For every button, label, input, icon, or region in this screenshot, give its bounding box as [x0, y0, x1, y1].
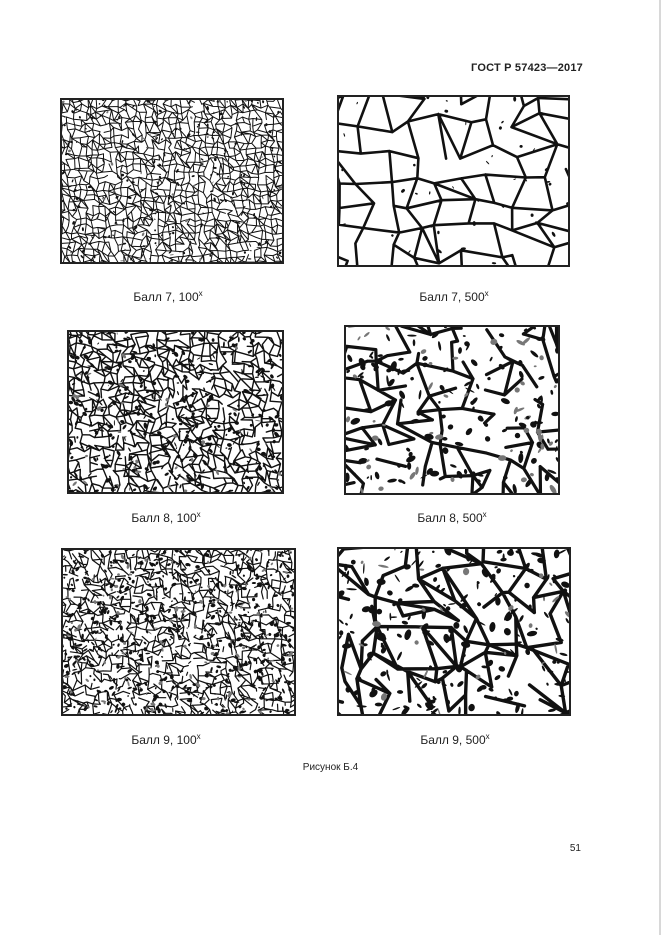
caption-grade-9-100x: Балл 9, 100$^x$ — [131, 732, 201, 747]
grain-boundaries — [339, 97, 568, 265]
caption-grade: Балл 9 — [420, 733, 459, 747]
grain-boundaries — [346, 327, 558, 493]
caption-magnification: 500 — [465, 733, 486, 747]
caption-superscript: x — [482, 510, 487, 519]
caption-grade: Балл 7 — [419, 290, 458, 304]
caption-superscript: x — [485, 732, 490, 741]
caption-grade-8-500x: Балл 8, 500$^x$ — [417, 510, 487, 525]
standard-number: ГОСТ Р 57423—2017 — [471, 62, 583, 74]
caption-superscript: x — [484, 289, 489, 298]
caption-grade: Балл 7 — [133, 290, 172, 304]
caption-grade: Балл 8 — [131, 511, 170, 525]
caption-magnification: 100 — [178, 290, 199, 304]
caption-superscript: x — [196, 732, 201, 741]
caption-superscript: x — [196, 510, 201, 519]
caption-grade-7-100x: Балл 7, 100$^x$ — [133, 289, 203, 304]
grain-boundaries — [62, 100, 282, 262]
micrograph-grade-9-500x — [337, 547, 571, 716]
caption-grade-9-500x: Балл 9, 500$^x$ — [420, 732, 490, 747]
micrograph-grade-7-500x — [337, 95, 570, 267]
micrograph-grade-8-100x — [67, 330, 284, 494]
caption-grade: Балл 8 — [417, 511, 456, 525]
caption-grade: Балл 9 — [131, 733, 170, 747]
micrograph-grade-7-100x — [60, 98, 284, 264]
caption-grade-7-500x: Балл 7, 500$^x$ — [419, 289, 489, 304]
figure-caption: Рисунок Б.4 — [302, 762, 359, 773]
micrograph-grade-8-500x — [344, 325, 560, 495]
page-number: 51 — [569, 843, 581, 854]
caption-magnification: 500 — [464, 290, 485, 304]
micrograph-grade-9-100x — [61, 548, 296, 716]
caption-magnification: 500 — [462, 511, 483, 525]
caption-superscript: x — [198, 289, 203, 298]
caption-magnification: 100 — [176, 511, 197, 525]
caption-grade-8-100x: Балл 8, 100$^x$ — [131, 510, 201, 525]
caption-magnification: 100 — [176, 733, 197, 747]
